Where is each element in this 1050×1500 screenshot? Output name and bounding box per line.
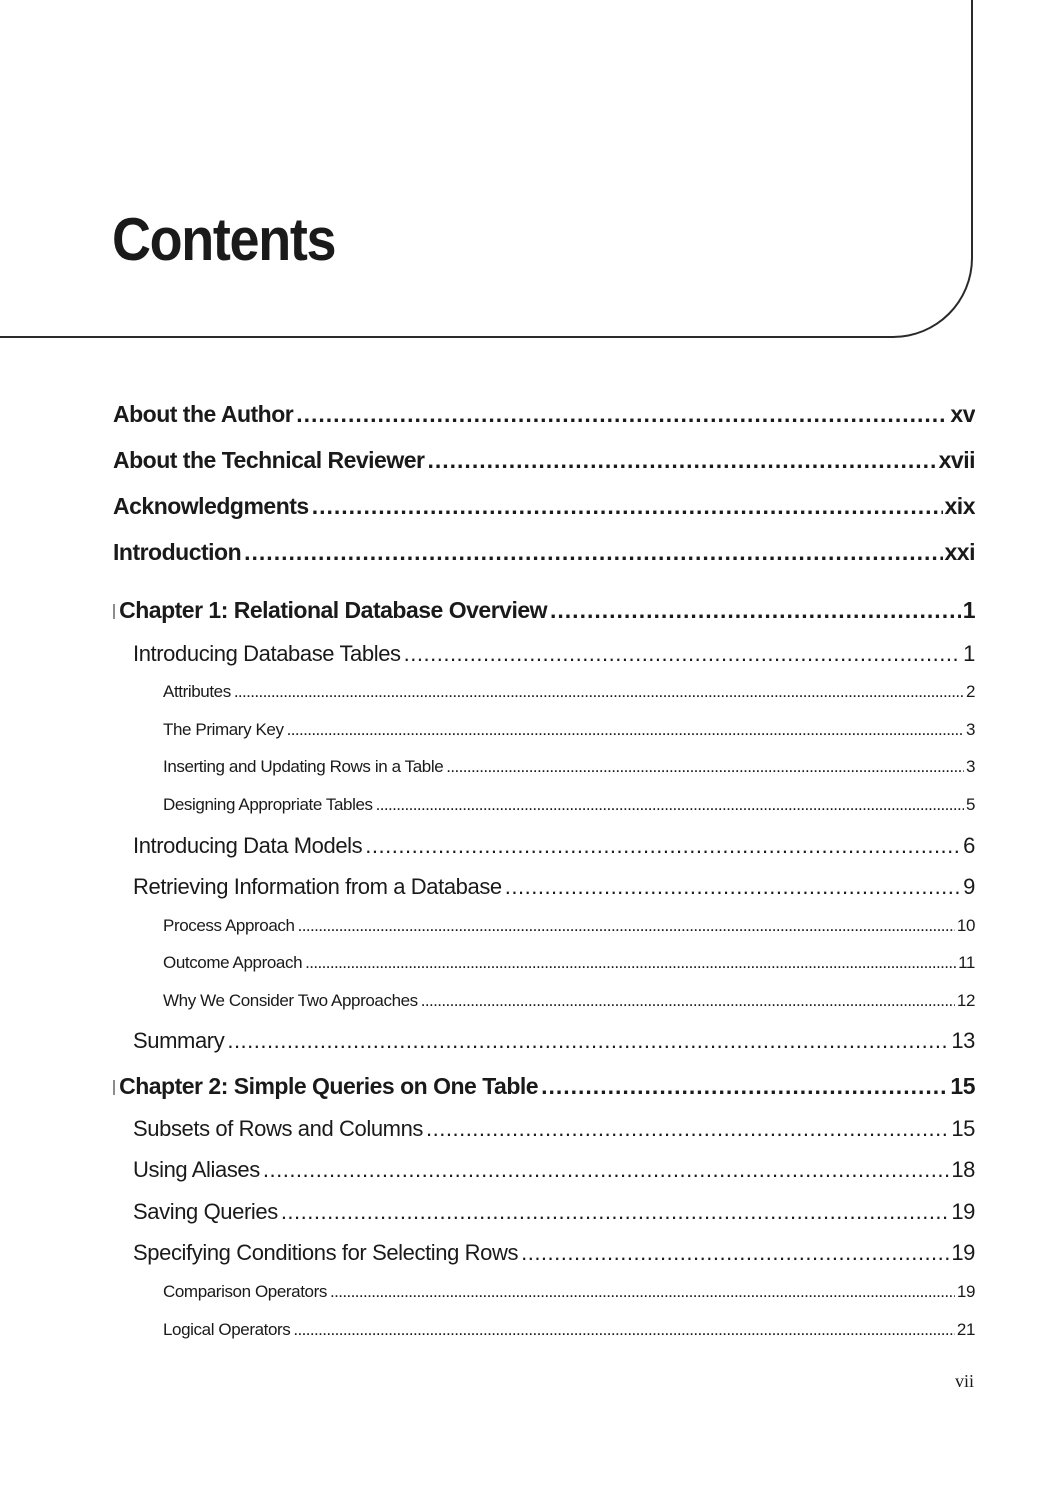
toc-entry-title: Specifying Conditions for Selecting Rows bbox=[133, 1240, 519, 1265]
chapter-bullet-icon bbox=[113, 604, 115, 619]
toc-entry-title: The Primary Key bbox=[163, 720, 284, 739]
dot-leader bbox=[244, 539, 942, 566]
toc-entry-subsection[interactable] bbox=[163, 1282, 975, 1302]
toc-entry-subsection[interactable] bbox=[163, 795, 975, 815]
toc-entry-title: Chapter 1: Relational Database Overview bbox=[119, 597, 548, 623]
toc-entry-page: 9 bbox=[963, 874, 975, 899]
toc-entry-page: 19 bbox=[956, 1282, 975, 1301]
dot-leader bbox=[305, 953, 956, 973]
dot-leader bbox=[281, 1199, 950, 1225]
toc-entry-page: 15 bbox=[950, 1073, 975, 1099]
toc-entry-title: Saving Queries bbox=[133, 1199, 278, 1224]
toc-entry-section[interactable] bbox=[133, 641, 975, 667]
toc-entry-page: 1 bbox=[962, 597, 975, 623]
toc-entry-title: About the Author bbox=[113, 401, 294, 427]
dot-leader bbox=[505, 874, 961, 900]
dot-leader bbox=[421, 991, 955, 1011]
table-of-contents bbox=[113, 0, 975, 1500]
toc-entry-introduction[interactable] bbox=[113, 539, 975, 566]
dot-leader bbox=[287, 720, 964, 740]
dot-leader bbox=[227, 1028, 949, 1054]
dot-leader bbox=[427, 447, 936, 474]
toc-entry-chapter-2[interactable] bbox=[113, 1073, 975, 1100]
chapter-bullet-icon bbox=[113, 1080, 115, 1095]
toc-entry-title: Introduction bbox=[113, 539, 242, 565]
toc-entry-section[interactable] bbox=[133, 874, 975, 900]
dot-leader bbox=[234, 682, 964, 702]
toc-entry-page: 1 bbox=[963, 641, 975, 666]
toc-entry-title: Inserting and Updating Rows in a Table bbox=[163, 757, 444, 776]
toc-entry-page: 11 bbox=[958, 953, 975, 972]
toc-entry-page: 2 bbox=[965, 682, 975, 701]
toc-entry-section[interactable] bbox=[133, 833, 975, 859]
toc-entry-title: Logical Operators bbox=[163, 1320, 291, 1339]
toc-entry-chapter-1[interactable] bbox=[113, 597, 975, 624]
toc-entry-section[interactable] bbox=[133, 1240, 975, 1266]
page-title: Contents bbox=[112, 206, 336, 273]
dot-leader bbox=[521, 1240, 949, 1266]
toc-entry-title: Chapter 2: Simple Queries on One Table bbox=[119, 1073, 539, 1099]
toc-entry-title: Retrieving Information from a Database bbox=[133, 874, 502, 899]
toc-entry-title: Why We Consider Two Approaches bbox=[163, 991, 418, 1010]
dot-leader bbox=[330, 1282, 955, 1302]
dot-leader bbox=[376, 795, 964, 815]
toc-entry-page: 12 bbox=[956, 991, 975, 1010]
toc-entry-title: Comparison Operators bbox=[163, 1282, 327, 1301]
toc-entry-subsection[interactable] bbox=[163, 953, 975, 973]
dot-leader bbox=[446, 757, 964, 777]
toc-entry-title: About the Technical Reviewer bbox=[113, 447, 425, 473]
toc-entry-section[interactable] bbox=[133, 1028, 975, 1054]
toc-entry-title: Introducing Data Models bbox=[133, 833, 363, 858]
toc-entry-page: 10 bbox=[956, 916, 975, 935]
dot-leader bbox=[312, 493, 943, 520]
toc-entry-page: 21 bbox=[956, 1320, 975, 1339]
toc-entry-title: Introducing Database Tables bbox=[133, 641, 401, 666]
dot-leader bbox=[541, 1073, 948, 1100]
toc-entry-about-author[interactable] bbox=[113, 401, 975, 428]
toc-entry-section[interactable] bbox=[133, 1116, 975, 1142]
dot-leader bbox=[550, 597, 961, 624]
toc-entry-page: 19 bbox=[951, 1199, 975, 1224]
toc-entry-title: Attributes bbox=[163, 682, 231, 701]
dot-leader bbox=[404, 641, 962, 667]
dot-leader bbox=[296, 401, 948, 428]
toc-entry-page: xxi bbox=[944, 539, 975, 565]
toc-entry-subsection[interactable] bbox=[163, 682, 975, 702]
toc-entry-page: xix bbox=[944, 493, 975, 519]
toc-entry-title: Outcome Approach bbox=[163, 953, 303, 972]
toc-entry-page: 3 bbox=[965, 757, 975, 776]
toc-entry-subsection[interactable] bbox=[163, 720, 975, 740]
page-number: vii bbox=[954, 1371, 974, 1391]
toc-entry-page: 18 bbox=[951, 1157, 975, 1182]
toc-entry-technical-reviewer[interactable] bbox=[113, 447, 975, 474]
toc-entry-subsection[interactable] bbox=[163, 1320, 975, 1340]
toc-entry-title: Subsets of Rows and Columns bbox=[133, 1116, 424, 1141]
toc-entry-page: 15 bbox=[951, 1116, 975, 1141]
toc-entry-title: Designing Appropriate Tables bbox=[163, 795, 373, 814]
dot-leader bbox=[365, 833, 961, 859]
toc-entry-title: Summary bbox=[133, 1028, 225, 1053]
toc-entry-page: xvii bbox=[938, 447, 975, 473]
dot-leader bbox=[293, 1320, 955, 1340]
toc-entry-page: 13 bbox=[951, 1028, 975, 1053]
toc-entry-section[interactable] bbox=[133, 1157, 975, 1183]
toc-entry-title: Process Approach bbox=[163, 916, 295, 935]
toc-entry-subsection[interactable] bbox=[163, 991, 975, 1011]
toc-entry-subsection[interactable] bbox=[163, 757, 975, 777]
toc-entry-page: 19 bbox=[951, 1240, 975, 1265]
toc-entry-page: 3 bbox=[965, 720, 975, 739]
dot-leader bbox=[426, 1116, 949, 1142]
toc-entry-subsection[interactable] bbox=[163, 916, 975, 936]
toc-entry-page: 6 bbox=[963, 833, 975, 858]
toc-entry-section[interactable] bbox=[133, 1199, 975, 1225]
toc-entry-page: xv bbox=[950, 401, 975, 427]
dot-leader bbox=[263, 1157, 949, 1183]
toc-entry-page: 5 bbox=[965, 795, 975, 814]
toc-entry-acknowledgments[interactable] bbox=[113, 493, 975, 520]
dot-leader bbox=[298, 916, 955, 936]
toc-entry-title: Using Aliases bbox=[133, 1157, 260, 1182]
toc-entry-title: Acknowledgments bbox=[113, 493, 309, 519]
